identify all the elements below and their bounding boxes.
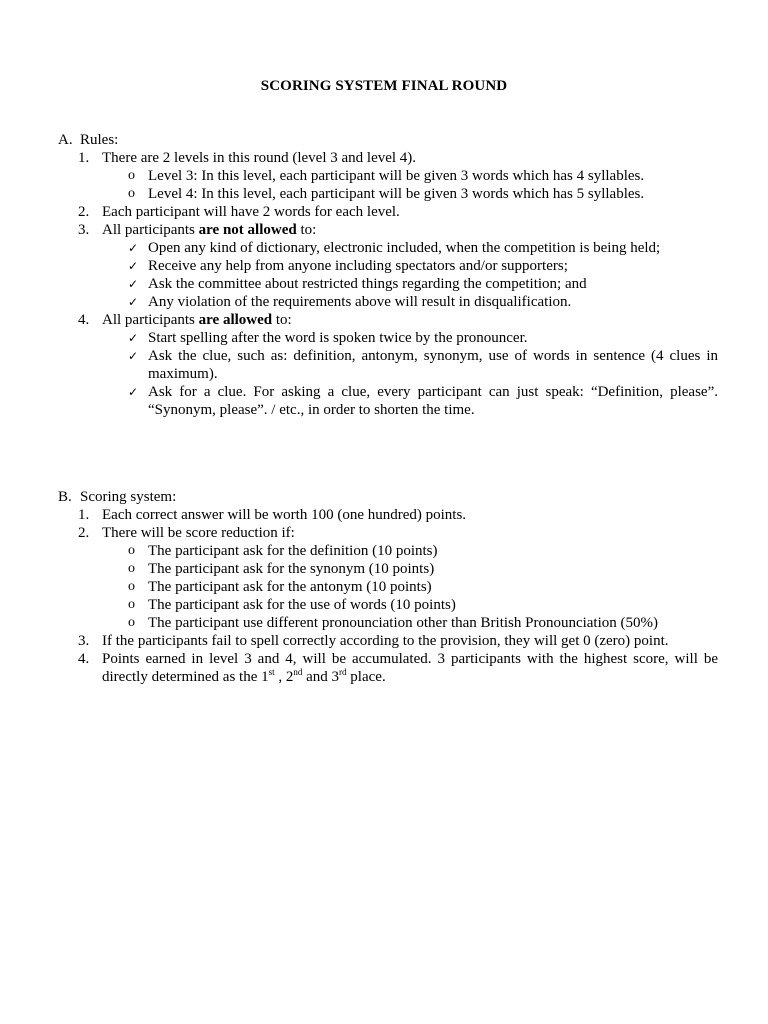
- check-mark-icon: ✓: [128, 259, 139, 273]
- sub-list: [84, 542, 718, 632]
- list-item: [128, 542, 718, 560]
- item-text-end: to:: [272, 312, 292, 328]
- numbered-item: [78, 311, 718, 329]
- numbered-item: [78, 632, 718, 650]
- circle-bullet-icon: o: [128, 615, 135, 630]
- numbered-item: [78, 203, 718, 221]
- section-heading: [58, 131, 718, 149]
- list-item-text: The participant ask for the definition (10 points): [148, 543, 438, 559]
- circle-bullet-icon: o: [128, 597, 135, 612]
- check-mark-icon: ✓: [128, 241, 139, 255]
- item-number: 2.: [78, 204, 90, 220]
- numbered-item: [78, 506, 718, 524]
- item-text-start: All participants: [102, 222, 199, 238]
- item-number: 3.: [78, 222, 90, 238]
- list-item: [128, 347, 718, 383]
- item-number: 1.: [78, 150, 90, 166]
- list-item: [128, 275, 718, 293]
- list-item: [128, 293, 718, 311]
- list-item-text: Ask the committee about restricted things regarding the competition; and: [148, 276, 587, 292]
- item-text: Each participant will have 2 words for each level.: [102, 204, 400, 220]
- item-text: There will be score reduction if:: [102, 525, 295, 541]
- check-mark-icon: ✓: [128, 277, 139, 291]
- item-text: Each correct answer will be worth 100 (one hundred) points.: [102, 507, 467, 523]
- circle-bullet-icon: o: [128, 561, 135, 576]
- list-item: [128, 167, 718, 185]
- circle-bullet-icon: o: [128, 168, 135, 183]
- list-item-text: Level 3: In this level, each participant will be given 3 words which has 4 syllables.: [148, 168, 645, 184]
- item-text-start: All participants: [102, 312, 199, 328]
- check-mark-icon: ✓: [128, 331, 139, 345]
- ordinal-suffix: rd: [339, 667, 347, 677]
- item-text-end: place.: [346, 669, 386, 685]
- list-item: [128, 578, 718, 596]
- item-number: 3.: [78, 633, 90, 649]
- item-text: [102, 221, 718, 239]
- list-item: [128, 383, 718, 419]
- item-text-emphasis: are not allowed: [198, 222, 297, 238]
- numbered-item: [78, 221, 718, 239]
- section-letter: A.: [58, 132, 73, 148]
- item-text-main: Points earned in level 3 and 4, will be accumulated. 3 participants with the highest score, will be directly determined as the 1: [102, 651, 718, 685]
- item-text: If the participants fail to spell correctly according to the provision, they will get 0 (zero) point.: [102, 633, 669, 649]
- item-text-part: , 2: [274, 669, 294, 685]
- list-item: [128, 614, 718, 632]
- item-number: 1.: [78, 507, 90, 523]
- numbered-item: [78, 650, 718, 686]
- list-item-text: Level 4: In this level, each participant will be given 3 words which has 5 syllables.: [148, 186, 645, 202]
- item-text: [102, 650, 718, 686]
- section-heading-text: Rules:: [80, 132, 119, 148]
- list-item: [128, 329, 718, 347]
- check-mark-icon: ✓: [128, 295, 139, 309]
- numbered-item: [78, 524, 718, 542]
- item-text-end: to:: [296, 222, 317, 238]
- item-number: 4.: [78, 651, 90, 667]
- section-heading-text: Scoring system:: [80, 489, 177, 505]
- list-item-text: Ask for a clue. For asking a clue, every participant can just speak: “Definition, please”. “Synonym, please”. / etc., in order to shorten the time.: [148, 384, 718, 418]
- list-item: [128, 596, 718, 614]
- list-item-text: The participant ask for the antonym (10 points): [148, 579, 432, 595]
- circle-bullet-icon: o: [128, 579, 135, 594]
- list-item-text: Open any kind of dictionary, electronic included, when the competition is being held;: [148, 240, 661, 256]
- list-item-text: Start spelling after the word is spoken twice by the pronouncer.: [148, 330, 528, 346]
- list-item-text: Any violation of the requirements above will result in disqualification.: [148, 294, 572, 310]
- circle-bullet-icon: o: [128, 543, 135, 558]
- sub-list: [84, 167, 718, 203]
- check-mark-icon: ✓: [128, 349, 139, 363]
- section-rules: [58, 131, 718, 419]
- section-scoring-system: [58, 488, 718, 686]
- sub-list: [84, 239, 718, 311]
- list-item-text: Receive any help from anyone including spectators and/or supporters;: [148, 258, 568, 274]
- ordinal-suffix: nd: [293, 667, 303, 677]
- page-title: SCORING SYSTEM FINAL ROUND: [260, 78, 508, 94]
- list-item-text: The participant ask for the synonym (10 points): [148, 561, 435, 577]
- numbered-item: [78, 149, 718, 167]
- item-text-emphasis: are allowed: [198, 312, 273, 328]
- section-letter: B.: [58, 489, 72, 505]
- section-heading: [58, 488, 718, 506]
- item-number: 2.: [78, 525, 90, 541]
- list-item-text: Ask the clue, such as: definition, antonym, synonym, use of words in sentence (4 clues in maximum).: [148, 348, 718, 382]
- list-item: [128, 257, 718, 275]
- ordinal-suffix: st: [268, 667, 275, 677]
- list-item-text: The participant ask for the use of words (10 points): [148, 597, 456, 613]
- item-text: [102, 311, 718, 329]
- circle-bullet-icon: o: [128, 186, 135, 201]
- check-mark-icon: ✓: [128, 385, 139, 399]
- list-item-text: The participant use different pronounciation other than British Pronounciation (50%): [148, 615, 659, 631]
- sub-list: [84, 329, 718, 419]
- item-text: There are 2 levels in this round (level 3 and level 4).: [102, 150, 417, 166]
- list-item: [128, 239, 718, 257]
- item-number: 4.: [78, 312, 90, 328]
- list-item: [128, 185, 718, 203]
- list-item: [128, 560, 718, 578]
- item-text-part: and 3: [302, 669, 340, 685]
